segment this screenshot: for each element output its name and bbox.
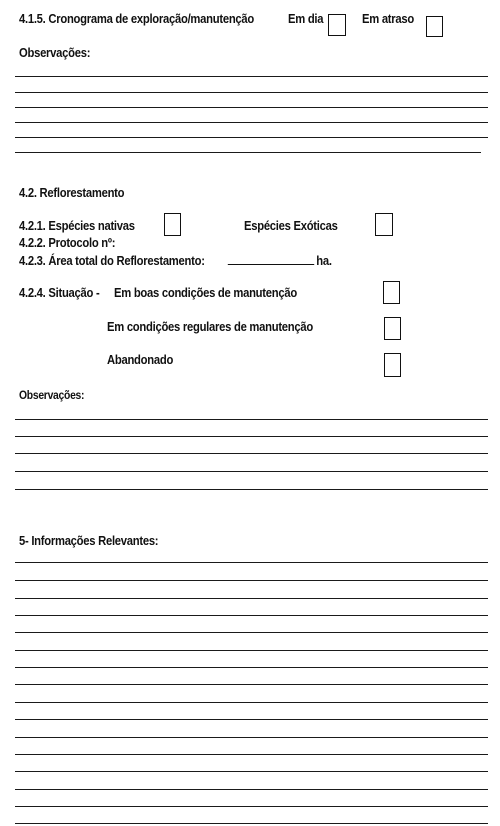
opt-boas-checkbox[interactable] xyxy=(383,281,400,304)
area-total-text: 4.2.3. Área total do Reflorestamento: xyxy=(19,254,205,268)
especies-exoticas-label: Espécies Exóticas xyxy=(244,219,338,233)
especies-nativas-checkbox[interactable] xyxy=(164,213,181,236)
area-total-field[interactable] xyxy=(228,253,314,265)
area-total-label xyxy=(19,253,332,268)
situacao-label: 4.2.4. Situação - xyxy=(19,286,100,300)
opt-abandonado-label: Abandonado xyxy=(107,353,174,367)
em-atraso-label: Em atraso xyxy=(362,12,414,26)
opt-regulares-checkbox[interactable] xyxy=(384,317,401,340)
observacoes-label-2: Observações: xyxy=(19,390,85,402)
protocolo-label: 4.2.2. Protocolo nº: xyxy=(19,236,116,250)
opt-boas-label: Em boas condições de manutenção xyxy=(114,286,297,300)
informacoes-relevantes-title: 5- Informações Relevantes: xyxy=(19,534,159,548)
area-unit: ha. xyxy=(316,254,332,268)
cronograma-label: 4.1.5. Cronograma de exploração/manutenção xyxy=(19,12,254,26)
reflorestamento-title: 4.2. Reflorestamento xyxy=(19,186,125,200)
em-dia-checkbox[interactable] xyxy=(328,14,346,36)
opt-abandonado-checkbox[interactable] xyxy=(384,353,401,377)
observacoes-label-1: Observações: xyxy=(19,46,91,60)
em-atraso-checkbox[interactable] xyxy=(426,16,443,37)
em-dia-label: Em dia xyxy=(288,12,324,26)
opt-regulares-label: Em condições regulares de manutenção xyxy=(107,320,313,334)
especies-exoticas-checkbox[interactable] xyxy=(375,213,393,236)
especies-nativas-label: 4.2.1. Espécies nativas xyxy=(19,219,135,233)
